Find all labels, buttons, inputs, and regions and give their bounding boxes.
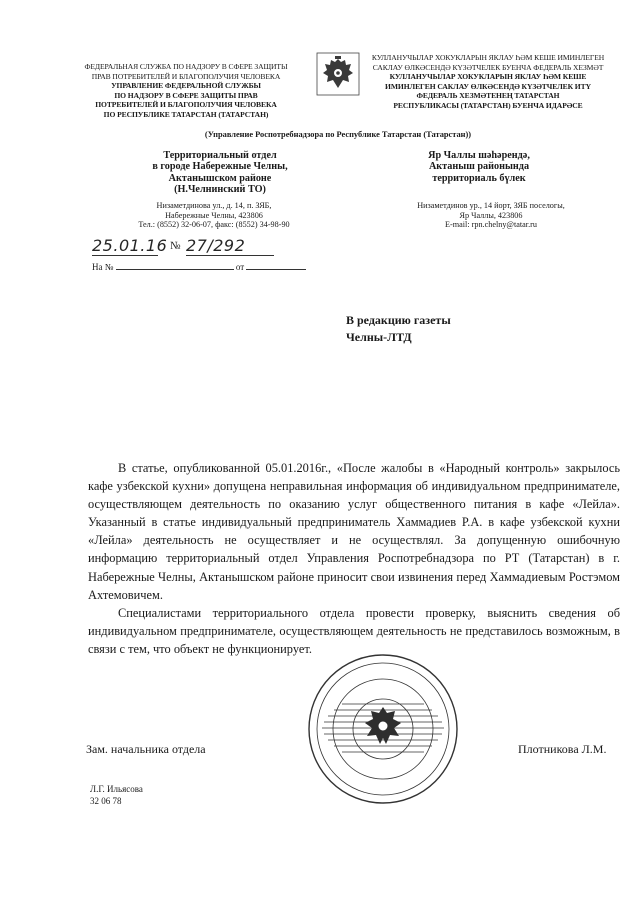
branch-right-line: Актаныш районында <box>428 161 530 173</box>
address-left <box>94 201 334 230</box>
header-right-line: РЕСПУБЛИКАСЫ (ТАТАРСТАН) БУЕНЧА ИДАРӘСЕ <box>393 100 583 110</box>
address-right <box>376 201 606 230</box>
signer-position: Зам. начальника отдела <box>86 742 206 756</box>
branch-left-line: в городе Набережные Челны, <box>152 161 288 173</box>
signer-name: Плотникова Л.М. <box>518 742 607 756</box>
recipient-line: В редакцию газеты <box>346 313 451 327</box>
header-left-line: ПО НАДЗОРУ В СФЕРЕ ЗАЩИТЫ ПРАВ <box>114 90 258 100</box>
reference-from-label: от <box>235 262 245 272</box>
executor <box>90 784 143 807</box>
header-left-line: ФЕДЕРАЛЬНАЯ СЛУЖБА ПО НАДЗОРУ В СФЕРЕ ЗАЩИТЫ <box>84 62 288 71</box>
branch-right-line: территориаль бүлек <box>432 172 526 184</box>
address-left-line: Тел.: (8552) 32-06-07, факс: (8552) 34-98-90 <box>138 220 290 230</box>
registration-number: 27/292 <box>186 236 274 256</box>
address-left-line: Низаметдинова ул., д. 14, п. ЗЯБ, <box>156 201 272 210</box>
address-left-line: Набережные Челны, 423806 <box>165 210 263 220</box>
recipient-line: Челны-ЛТД <box>346 330 412 344</box>
official-stamp <box>306 652 460 806</box>
branch-left-line: (Н.Челнинский ТО) <box>174 184 266 196</box>
reference-row <box>92 262 306 272</box>
body-paragraph: Специалистами территориального отдела провести проверку, выяснить сведения об индивидуальном предпринимателе, осуществляющем деятельность не представилось возможным, в связи с тем, что объект не функционирует. <box>88 605 620 656</box>
letter-body <box>88 459 620 658</box>
header-right-line: КУЛЛАНУЧЫЛАР ХОКУКЛАРЫН ЯКЛАУ ҺӘМ КЕШЕ ИМИНЛЕГЕН <box>371 53 605 62</box>
executor-phone: 32 06 78 <box>90 795 122 806</box>
recipient <box>346 312 451 346</box>
header-right-line: ФЕДЕРАЛЬ ХЕЗМӘТЕНЕҢ ТАТАРСТАН <box>416 91 560 101</box>
header-left <box>64 62 308 120</box>
registration-number-label: № <box>170 240 181 252</box>
header-left-line: ПО РЕСПУБЛИКЕ ТАТАРСТАН (ТАТАРСТАН) <box>103 109 269 119</box>
address-right-line: Яр Чаллы, 423806 <box>459 210 523 220</box>
header-right <box>364 53 612 111</box>
address-right-line: E-mail: rpn.chelny@tatar.ru <box>445 220 537 230</box>
header-right-line: КУЛЛАНУЧЫЛАР ХОКУКЛАРЫН ЯКЛАУ ҺӘМ КЕШЕ <box>389 72 587 82</box>
body-paragraph: В статье, опубликованной 05.01.2016г., «После жалобы в «Народный контроль» закрылось кафе узбекской кухни» допущена неправильная информация об индивидуальном предпринимателе, осуществляющем деятельность по оказанию услуг общественного питания в кафе «Лейла». Указанный в статье индивидуальный предприниматель Хаммадиев Р.А. в кафе узбекской кухни «Лейла» деятельность не осуществляет и не осуществлял. За допущенную ошибочную информацию территориальный отдел Управления Роспотребнадзора по РТ (Татарстан) в г. Набережные Челны, Актанышском районе приносит свои извинения перед Хаммадиевым Ростэмом Ахтемовичем. <box>88 461 620 602</box>
header-right-line: САКЛАУ ӨЛКӘСЕНДӘ КҮЗӘТЧЕЛЕК БУЕНЧА ФЕДЕРАЛЬ ХЕЗМӘТ <box>372 62 604 72</box>
branch-left <box>100 150 340 196</box>
branch-right <box>364 150 594 184</box>
branch-left-line: Территориальный отдел <box>163 150 277 161</box>
coat-of-arms-emblem-icon <box>316 52 360 96</box>
header-right-line: ИМИНЛЕГЕН САКЛАУ ӨЛКӘСЕНДӘ КҮЗӘТЧЕЛЕК ИТҮ <box>385 81 591 91</box>
registration-date: 25.01.16 <box>92 236 168 255</box>
reference-label: На № <box>92 262 114 272</box>
executor-name: Л.Г. Ильясова <box>90 784 143 794</box>
header-left-line: УПРАВЛЕНИЕ ФЕДЕРАЛЬНОЙ СЛУЖБЫ <box>111 81 261 91</box>
header-left-line: ПРАВ ПОТРЕБИТЕЛЕЙ И БЛАГОПОЛУЧИЯ ЧЕЛОВЕКА <box>91 71 281 81</box>
branch-left-line: Актанышском районе <box>168 172 272 184</box>
branch-right-line: Яр Чаллы шәһәрендә, <box>428 150 530 161</box>
header-center-line: (Управление Роспотребнадзора по Республике Татарстан (Татарстан)) <box>204 130 472 139</box>
header-left-line: ПОТРЕБИТЕЛЕЙ И БЛАГОПОЛУЧИЯ ЧЕЛОВЕКА <box>95 100 277 110</box>
address-right-line: Низаметдинов ур., 14 йорт, ЗЯБ поселогы, <box>417 201 565 210</box>
registration-row <box>92 236 292 258</box>
